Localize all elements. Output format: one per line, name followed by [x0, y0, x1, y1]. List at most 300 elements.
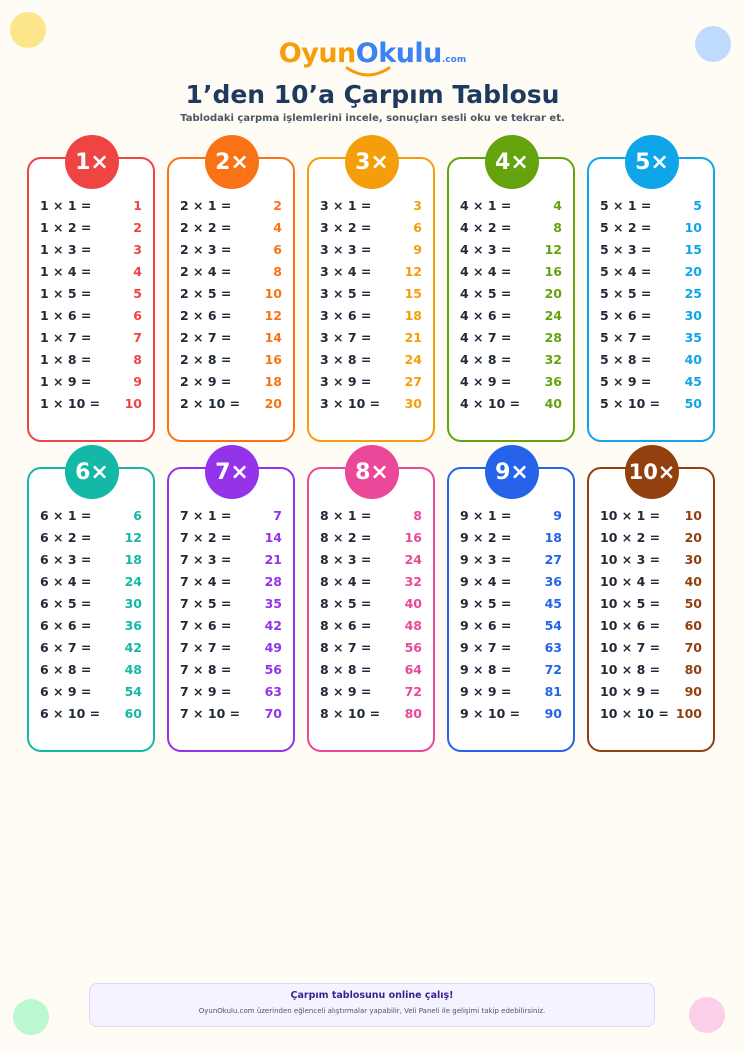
- equation-result: 6: [133, 307, 142, 323]
- equation-text: 3 × 1 =: [320, 197, 372, 213]
- equation-text: 8 × 2 =: [320, 529, 372, 545]
- table-row: [180, 304, 282, 326]
- page-subtitle: Tablodaki çarpma işlemlerini incele, sonuçları sesli oku ve tekrar et.: [180, 113, 565, 124]
- equation-result: 18: [544, 529, 562, 545]
- equation-result: 90: [684, 683, 702, 699]
- equation-text: 3 × 7 =: [320, 329, 372, 345]
- equation-result: 5: [693, 197, 702, 213]
- equation-text: 4 × 9 =: [460, 373, 512, 389]
- equation-text: 7 × 8 =: [180, 661, 232, 677]
- table-card-6: [27, 459, 155, 752]
- table-row: [180, 504, 282, 526]
- table-row: [320, 216, 422, 238]
- equation-text: 6 × 4 =: [40, 573, 92, 589]
- equation-result: 72: [544, 661, 562, 677]
- equation-text: 8 × 4 =: [320, 573, 372, 589]
- equation-text: 2 × 5 =: [180, 285, 232, 301]
- table-rows: [40, 194, 142, 414]
- table-row: [460, 238, 562, 260]
- equation-result: 8: [273, 263, 282, 279]
- table-row: [460, 370, 562, 392]
- table-row: [460, 392, 562, 414]
- table-row: [460, 526, 562, 548]
- equation-result: 20: [264, 395, 282, 411]
- equation-result: 60: [124, 705, 142, 721]
- logo-smile-icon: [345, 66, 391, 78]
- equation-text: 6 × 9 =: [40, 683, 92, 699]
- logo-suffix: .com: [441, 55, 467, 65]
- equation-text: 7 × 7 =: [180, 639, 232, 655]
- equation-result: 45: [544, 595, 562, 611]
- equation-result: 36: [544, 373, 562, 389]
- equation-text: 8 × 5 =: [320, 595, 372, 611]
- equation-text: 4 × 4 =: [460, 263, 512, 279]
- table-row: [600, 392, 702, 414]
- equation-text: 1 × 8 =: [40, 351, 92, 367]
- equation-text: 6 × 6 =: [40, 617, 92, 633]
- table-row: [600, 614, 702, 636]
- equation-result: 30: [404, 395, 422, 411]
- equation-text: 9 × 2 =: [460, 529, 512, 545]
- equation-result: 72: [404, 683, 422, 699]
- equation-result: 8: [133, 351, 142, 367]
- equation-result: 35: [684, 329, 702, 345]
- footer-heading: Çarpım tablosunu online çalış!: [290, 990, 454, 1001]
- equation-text: 5 × 9 =: [600, 373, 652, 389]
- equation-result: 70: [264, 705, 282, 721]
- equation-result: 40: [684, 351, 702, 367]
- equation-text: 3 × 5 =: [320, 285, 372, 301]
- equation-result: 70: [684, 639, 702, 655]
- equation-text: 6 × 8 =: [40, 661, 92, 677]
- table-row: [600, 282, 702, 304]
- equation-result: 16: [264, 351, 282, 367]
- equation-result: 21: [264, 551, 282, 567]
- table-row: [460, 194, 562, 216]
- equation-text: 1 × 1 =: [40, 197, 92, 213]
- equation-text: 7 × 2 =: [180, 529, 232, 545]
- equation-result: 42: [264, 617, 282, 633]
- equation-text: 8 × 8 =: [320, 661, 372, 677]
- equation-result: 9: [553, 507, 562, 523]
- table-row: [180, 702, 282, 724]
- equation-result: 49: [264, 639, 282, 655]
- table-row: [320, 348, 422, 370]
- table-card-4: [447, 149, 575, 442]
- equation-result: 6: [273, 241, 282, 257]
- equation-text: 2 × 6 =: [180, 307, 232, 323]
- equation-result: 6: [133, 507, 142, 523]
- equation-result: 15: [404, 285, 422, 301]
- equation-text: 9 × 8 =: [460, 661, 512, 677]
- equation-text: 2 × 1 =: [180, 197, 232, 213]
- equation-result: 10: [264, 285, 282, 301]
- table-row: [320, 282, 422, 304]
- table-rows: [460, 194, 562, 414]
- equation-result: 48: [124, 661, 142, 677]
- table-row: [600, 348, 702, 370]
- equation-result: 1: [133, 197, 142, 213]
- equation-result: 18: [124, 551, 142, 567]
- equation-result: 60: [684, 617, 702, 633]
- table-row: [40, 614, 142, 636]
- table-row: [320, 614, 422, 636]
- equation-text: 4 × 6 =: [460, 307, 512, 323]
- equation-text: 1 × 3 =: [40, 241, 92, 257]
- table-row: [180, 238, 282, 260]
- equation-result: 16: [404, 529, 422, 545]
- table-card-7: [167, 459, 295, 752]
- equation-text: 10 × 8 =: [600, 661, 661, 677]
- table-row: [460, 504, 562, 526]
- equation-result: 14: [264, 329, 282, 345]
- equation-text: 2 × 10 =: [180, 395, 241, 411]
- equation-result: 4: [133, 263, 142, 279]
- table-row: [320, 592, 422, 614]
- equation-result: 24: [404, 551, 422, 567]
- equation-text: 7 × 5 =: [180, 595, 232, 611]
- equation-result: 20: [684, 529, 702, 545]
- table-badge: 7×: [205, 445, 259, 499]
- equation-text: 4 × 1 =: [460, 197, 512, 213]
- table-row: [600, 592, 702, 614]
- table-rows: [600, 504, 702, 724]
- equation-result: 18: [264, 373, 282, 389]
- equation-result: 56: [404, 639, 422, 655]
- equation-text: 8 × 9 =: [320, 683, 372, 699]
- table-row: [600, 526, 702, 548]
- equation-result: 12: [544, 241, 562, 257]
- equation-result: 14: [264, 529, 282, 545]
- table-row: [180, 592, 282, 614]
- table-card-5: [587, 149, 715, 442]
- equation-text: 9 × 4 =: [460, 573, 512, 589]
- footer-text: OyunOkulu.com üzerinden eğlenceli alıştırmalar yapabilir, Veli Paneli ile gelişimi takip edebilirsiniz.: [198, 1007, 546, 1015]
- equation-text: 10 × 4 =: [600, 573, 661, 589]
- table-row: [600, 260, 702, 282]
- table-row: [320, 548, 422, 570]
- equation-text: 10 × 3 =: [600, 551, 661, 567]
- equation-result: 12: [124, 529, 142, 545]
- table-badge: 2×: [205, 135, 259, 189]
- equation-text: 4 × 5 =: [460, 285, 512, 301]
- equation-text: 8 × 7 =: [320, 639, 372, 655]
- equation-result: 27: [404, 373, 422, 389]
- table-row: [180, 216, 282, 238]
- equation-text: 2 × 3 =: [180, 241, 232, 257]
- table-rows: [180, 194, 282, 414]
- table-row: [460, 658, 562, 680]
- equation-text: 5 × 10 =: [600, 395, 661, 411]
- table-row: [40, 548, 142, 570]
- equation-text: 8 × 1 =: [320, 507, 372, 523]
- table-badge: 10×: [625, 445, 679, 499]
- equation-result: 27: [544, 551, 562, 567]
- table-row: [320, 370, 422, 392]
- table-row: [180, 526, 282, 548]
- table-row: [40, 570, 142, 592]
- equation-result: 7: [273, 507, 282, 523]
- table-rows: [320, 194, 422, 414]
- table-row: [460, 260, 562, 282]
- table-row: [40, 702, 142, 724]
- table-badge: 3×: [345, 135, 399, 189]
- table-row: [600, 504, 702, 526]
- table-row: [40, 526, 142, 548]
- equation-result: 3: [413, 197, 422, 213]
- equation-result: 10: [124, 395, 142, 411]
- equation-text: 5 × 6 =: [600, 307, 652, 323]
- equation-result: 20: [544, 285, 562, 301]
- table-row: [320, 702, 422, 724]
- equation-result: 8: [413, 507, 422, 523]
- equation-result: 28: [544, 329, 562, 345]
- equation-result: 2: [133, 219, 142, 235]
- table-row: [40, 636, 142, 658]
- equation-result: 10: [684, 507, 702, 523]
- table-row: [600, 304, 702, 326]
- equation-result: 42: [124, 639, 142, 655]
- equation-result: 50: [684, 595, 702, 611]
- equation-text: 10 × 2 =: [600, 529, 661, 545]
- equation-text: 1 × 7 =: [40, 329, 92, 345]
- equation-result: 16: [544, 263, 562, 279]
- equation-result: 80: [404, 705, 422, 721]
- table-row: [40, 348, 142, 370]
- table-row: [40, 304, 142, 326]
- site-logo[interactable]: [0, 38, 745, 69]
- table-row: [40, 216, 142, 238]
- equation-text: 10 × 5 =: [600, 595, 661, 611]
- table-row: [460, 614, 562, 636]
- equation-result: 45: [684, 373, 702, 389]
- table-row: [40, 680, 142, 702]
- equation-result: 48: [404, 617, 422, 633]
- equation-text: 10 × 7 =: [600, 639, 661, 655]
- equation-result: 8: [553, 219, 562, 235]
- equation-text: 5 × 3 =: [600, 241, 652, 257]
- table-row: [40, 370, 142, 392]
- equation-result: 18: [404, 307, 422, 323]
- table-row: [320, 238, 422, 260]
- equation-result: 35: [264, 595, 282, 611]
- equation-result: 80: [684, 661, 702, 677]
- equation-result: 56: [264, 661, 282, 677]
- equation-result: 25: [684, 285, 702, 301]
- table-row: [600, 548, 702, 570]
- equation-text: 8 × 3 =: [320, 551, 372, 567]
- equation-text: 6 × 7 =: [40, 639, 92, 655]
- equation-text: 6 × 3 =: [40, 551, 92, 567]
- equation-text: 10 × 6 =: [600, 617, 661, 633]
- table-row: [320, 304, 422, 326]
- equation-text: 9 × 5 =: [460, 595, 512, 611]
- logo-part-oyun: Oyun: [278, 38, 356, 69]
- table-row: [320, 260, 422, 282]
- table-row: [460, 348, 562, 370]
- table-card-10: [587, 460, 715, 752]
- equation-result: 4: [273, 219, 282, 235]
- table-row: [600, 702, 702, 724]
- table-row: [320, 526, 422, 548]
- table-badge: 8×: [345, 445, 399, 499]
- equation-text: 9 × 7 =: [460, 639, 512, 655]
- table-row: [40, 592, 142, 614]
- equation-result: 54: [544, 617, 562, 633]
- table-row: [600, 194, 702, 216]
- table-row: [320, 658, 422, 680]
- table-row: [180, 680, 282, 702]
- equation-result: 30: [684, 551, 702, 567]
- equation-text: 9 × 3 =: [460, 551, 512, 567]
- equation-result: 28: [264, 573, 282, 589]
- table-row: [460, 636, 562, 658]
- equation-result: 24: [544, 307, 562, 323]
- equation-result: 9: [133, 373, 142, 389]
- equation-text: 4 × 2 =: [460, 219, 512, 235]
- decor-dot-green: [13, 999, 49, 1035]
- equation-result: 6: [413, 219, 422, 235]
- equation-text: 5 × 2 =: [600, 219, 652, 235]
- table-row: [180, 614, 282, 636]
- equation-result: 40: [404, 595, 422, 611]
- table-row: [460, 702, 562, 724]
- table-card-9: [447, 459, 575, 752]
- table-rows: [460, 504, 562, 724]
- table-row: [180, 570, 282, 592]
- table-row: [40, 260, 142, 282]
- table-row: [320, 326, 422, 348]
- table-row: [460, 216, 562, 238]
- equation-result: 54: [124, 683, 142, 699]
- table-row: [180, 370, 282, 392]
- equation-result: 21: [404, 329, 422, 345]
- equation-text: 2 × 9 =: [180, 373, 232, 389]
- equation-text: 4 × 3 =: [460, 241, 512, 257]
- equation-result: 32: [404, 573, 422, 589]
- equation-text: 9 × 6 =: [460, 617, 512, 633]
- table-row: [180, 282, 282, 304]
- logo-part-okulu: Okulu: [355, 38, 442, 69]
- equation-result: 4: [553, 197, 562, 213]
- table-row: [600, 680, 702, 702]
- table-row: [600, 570, 702, 592]
- page-title: 1’den 10’a Çarpım Tablosu: [185, 80, 560, 109]
- equation-result: 32: [544, 351, 562, 367]
- equation-text: 6 × 2 =: [40, 529, 92, 545]
- equation-text: 6 × 5 =: [40, 595, 92, 611]
- table-row: [40, 504, 142, 526]
- table-row: [180, 392, 282, 414]
- equation-result: 81: [544, 683, 562, 699]
- equation-result: 2: [273, 197, 282, 213]
- equation-text: 4 × 7 =: [460, 329, 512, 345]
- equation-text: 3 × 2 =: [320, 219, 372, 235]
- table-card-1: [27, 149, 155, 442]
- equation-text: 7 × 6 =: [180, 617, 232, 633]
- equation-text: 2 × 8 =: [180, 351, 232, 367]
- equation-result: 20: [684, 263, 702, 279]
- table-row: [40, 392, 142, 414]
- table-rows: [320, 504, 422, 724]
- equation-text: 5 × 4 =: [600, 263, 652, 279]
- equation-text: 7 × 1 =: [180, 507, 232, 523]
- equation-result: 3: [133, 241, 142, 257]
- table-row: [320, 504, 422, 526]
- equation-result: 30: [684, 307, 702, 323]
- equation-text: 1 × 5 =: [40, 285, 92, 301]
- equation-text: 3 × 4 =: [320, 263, 372, 279]
- table-row: [180, 326, 282, 348]
- equation-text: 1 × 6 =: [40, 307, 92, 323]
- table-row: [320, 392, 422, 414]
- table-row: [180, 548, 282, 570]
- table-row: [40, 238, 142, 260]
- table-rows: [180, 504, 282, 724]
- equation-text: 4 × 10 =: [460, 395, 521, 411]
- table-row: [40, 326, 142, 348]
- table-row: [180, 194, 282, 216]
- equation-text: 3 × 6 =: [320, 307, 372, 323]
- equation-text: 8 × 6 =: [320, 617, 372, 633]
- table-row: [180, 636, 282, 658]
- equation-result: 30: [124, 595, 142, 611]
- equation-result: 100: [675, 705, 702, 721]
- equation-result: 15: [684, 241, 702, 257]
- equation-text: 5 × 5 =: [600, 285, 652, 301]
- table-row: [40, 194, 142, 216]
- footer-banner[interactable]: [89, 983, 655, 1027]
- table-row: [460, 680, 562, 702]
- equation-text: 3 × 8 =: [320, 351, 372, 367]
- table-row: [600, 216, 702, 238]
- equation-text: 10 × 9 =: [600, 683, 661, 699]
- table-rows: [600, 194, 702, 414]
- equation-text: 2 × 2 =: [180, 219, 232, 235]
- table-badge: 6×: [65, 445, 119, 499]
- equation-result: 9: [413, 241, 422, 257]
- equation-text: 7 × 3 =: [180, 551, 232, 567]
- equation-text: 1 × 2 =: [40, 219, 92, 235]
- equation-text: 7 × 9 =: [180, 683, 232, 699]
- equation-result: 10: [684, 219, 702, 235]
- equation-result: 63: [264, 683, 282, 699]
- table-row: [180, 658, 282, 680]
- table-row: [600, 658, 702, 680]
- table-row: [460, 282, 562, 304]
- equation-text: 5 × 7 =: [600, 329, 652, 345]
- table-badge: 1×: [65, 135, 119, 189]
- table-badge: 5×: [625, 135, 679, 189]
- equation-result: 64: [404, 661, 422, 677]
- equation-result: 12: [404, 263, 422, 279]
- equation-text: 6 × 1 =: [40, 507, 92, 523]
- equation-result: 7: [133, 329, 142, 345]
- equation-result: 50: [684, 395, 702, 411]
- equation-text: 3 × 9 =: [320, 373, 372, 389]
- table-row: [460, 592, 562, 614]
- equation-result: 5: [133, 285, 142, 301]
- table-row: [320, 680, 422, 702]
- equation-text: 3 × 10 =: [320, 395, 381, 411]
- table-row: [460, 304, 562, 326]
- equation-result: 36: [124, 617, 142, 633]
- equation-text: 2 × 7 =: [180, 329, 232, 345]
- equation-text: 4 × 8 =: [460, 351, 512, 367]
- table-card-8: [307, 459, 435, 752]
- table-row: [600, 370, 702, 392]
- equation-text: 1 × 9 =: [40, 373, 92, 389]
